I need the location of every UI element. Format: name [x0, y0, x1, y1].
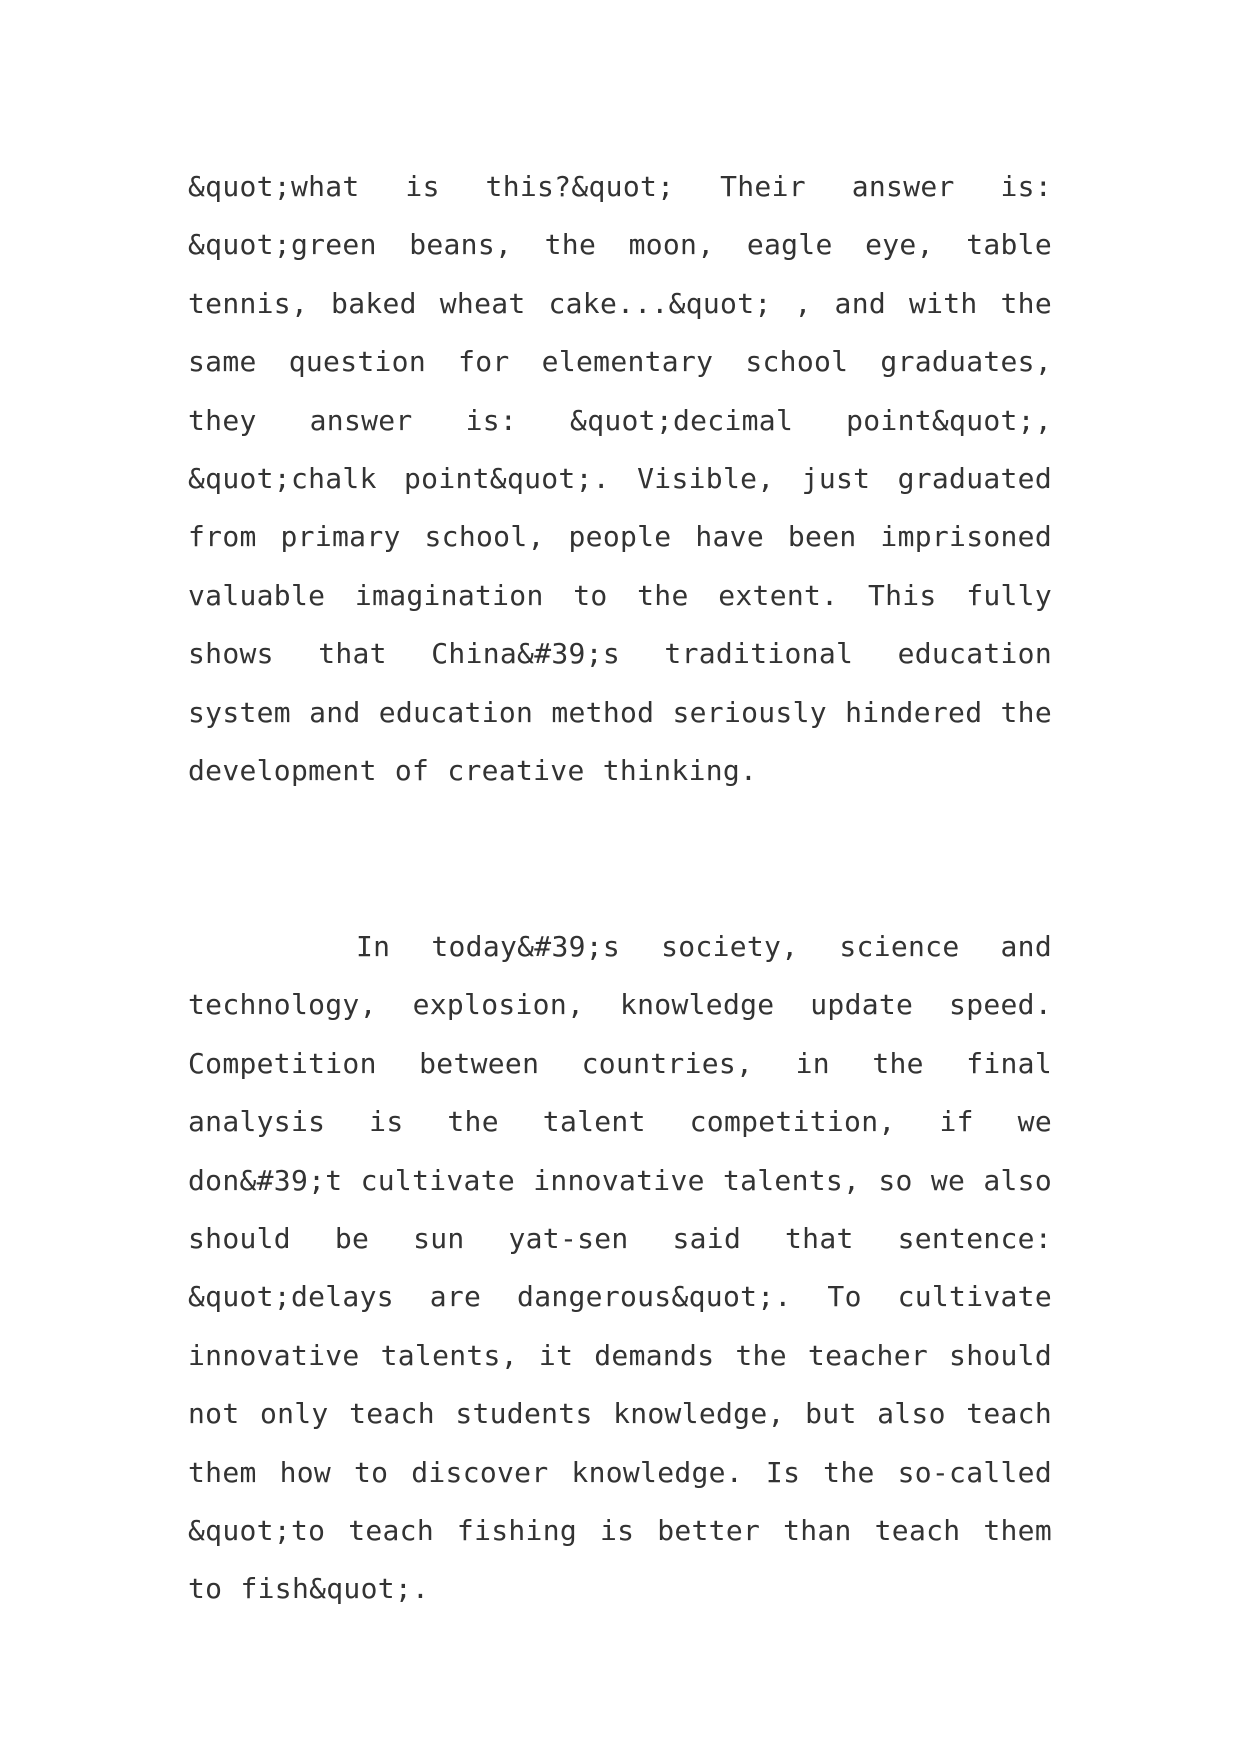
body-paragraph: &quot;what is this?&quot; Their answer is: &quot;green beans, the moon, eagle eye, table tennis, baked wheat cake...&quot; , and with the same question for elementary school graduates, they answer is: &quot;decimal point&quot;, &quot;chalk point&quot;. Visible, just graduated from primary school, people have been imprisoned valuable imagination to the extent. This fully shows that China&#39;s traditional education system and education method seriously hindered the development of creative thinking. — [188, 170, 1052, 788]
body-paragraph: In today&#39;s society, science and technology, explosion, knowledge update speed. Competition between countries, in the final analysis is the talent competition, if we don&#39;t cultivate innovative talents, so we also should be sun yat-sen said that sentence: &quot;delays are dangerous&quot;. To cultivate innovative talents, it demands the teacher should not only teach students knowledge, but also teach them how to discover knowledge. Is the so-called &quot;to teach fishing is better than teach them to fish&quot;. — [188, 930, 1052, 1606]
